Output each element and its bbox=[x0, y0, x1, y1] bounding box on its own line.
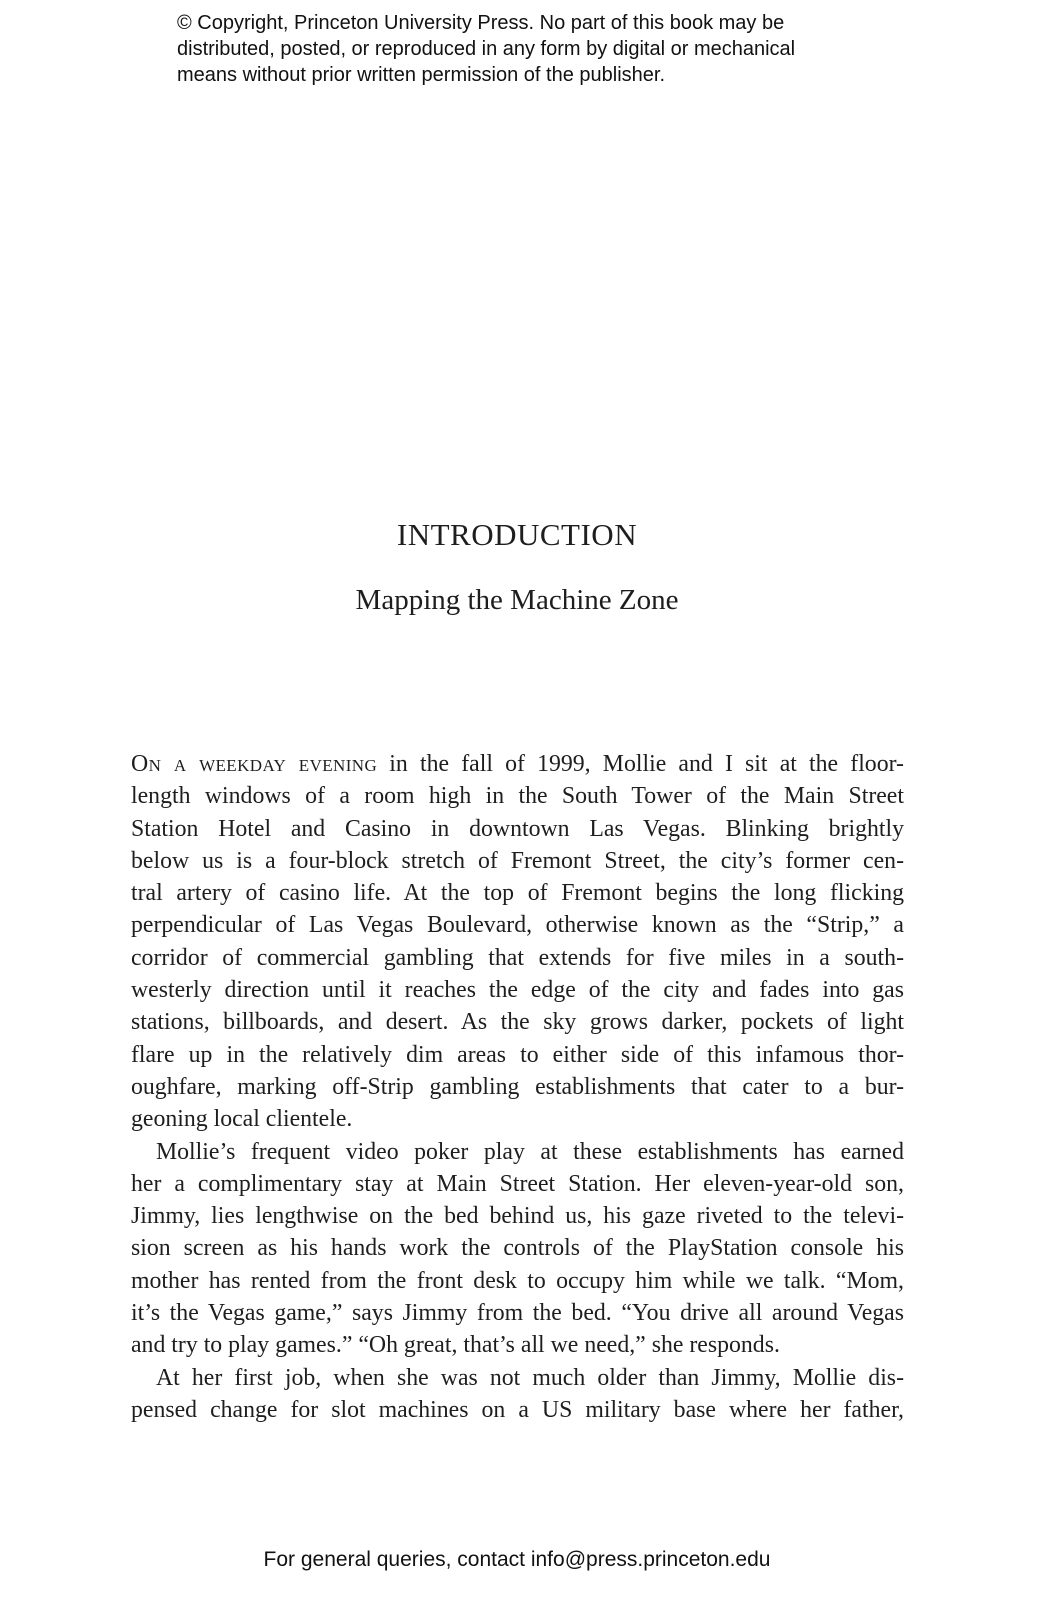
footer-contact: For general queries, contact info@press.princeton.edu bbox=[263, 1548, 771, 1571]
body-line: sion screen as his hands work the controls of the PlayStation console his bbox=[131, 1235, 904, 1262]
body-line: her a complimentary stay at Main Street Station. Her eleven-year-old son, bbox=[131, 1170, 904, 1197]
body-line-text: in the fall of 1999, Mollie and I sit at the floor- bbox=[377, 751, 904, 777]
body-line: oughfare, marking off-Strip gambling establishments that cater to a bur- bbox=[131, 1073, 904, 1100]
body-line: and try to play games.” “Oh great, that’s all we need,” she responds. bbox=[131, 1332, 780, 1359]
body-line: mother has rented from the front desk to occupy him while we talk. “Mom, bbox=[131, 1267, 904, 1294]
body-line: geoning local clientele. bbox=[131, 1106, 353, 1133]
body-line: Station Hotel and Casino in downtown Las Vegas. Blinking brightly bbox=[131, 815, 904, 842]
body-line: corridor of commercial gambling that extends for five miles in a south- bbox=[131, 944, 904, 971]
body-line: it’s the Vegas game,” says Jimmy from the bed. “You drive all around Vegas bbox=[131, 1300, 904, 1327]
copyright-line: means without prior written permission of the publisher. bbox=[177, 64, 666, 86]
body-line: pensed change for slot machines on a US military base where her father, bbox=[131, 1396, 904, 1423]
body-line: flare up in the relatively dim areas to either side of this infamous thor- bbox=[131, 1041, 904, 1068]
body-line: Mollie’s frequent video poker play at these establishments has earned bbox=[156, 1138, 904, 1165]
body-line: westerly direction until it reaches the edge of the city and fades into gas bbox=[131, 977, 904, 1004]
body-line: At her first job, when she was not much older than Jimmy, Mollie dis- bbox=[156, 1364, 904, 1391]
body-line: length windows of a room high in the South Tower of the Main Street bbox=[131, 783, 904, 810]
chapter-title: INTRODUCTION bbox=[396, 517, 638, 552]
lead-in-smallcaps: On a weekday evening bbox=[131, 751, 378, 777]
body-line bbox=[131, 748, 904, 780]
chapter-subtitle: Mapping the Machine Zone bbox=[355, 584, 679, 616]
body-line: below us is a four-block stretch of Fremont Street, the city’s former cen- bbox=[131, 847, 904, 874]
copyright-line: © Copyright, Princeton University Press. No part of this book may be bbox=[177, 12, 785, 34]
copyright-notice bbox=[177, 10, 897, 88]
copyright-line: distributed, posted, or reproduced in any form by digital or mechanical bbox=[177, 38, 796, 60]
body-line: Jimmy, lies lengthwise on the bed behind us, his gaze riveted to the televi- bbox=[131, 1203, 904, 1230]
body-line: stations, billboards, and desert. As the sky grows darker, pockets of light bbox=[131, 1009, 904, 1036]
body-line: perpendicular of Las Vegas Boulevard, otherwise known as the “Strip,” a bbox=[131, 912, 904, 939]
body-line: tral artery of casino life. At the top of Fremont begins the long flicking bbox=[131, 880, 904, 907]
body-text bbox=[131, 748, 904, 1426]
